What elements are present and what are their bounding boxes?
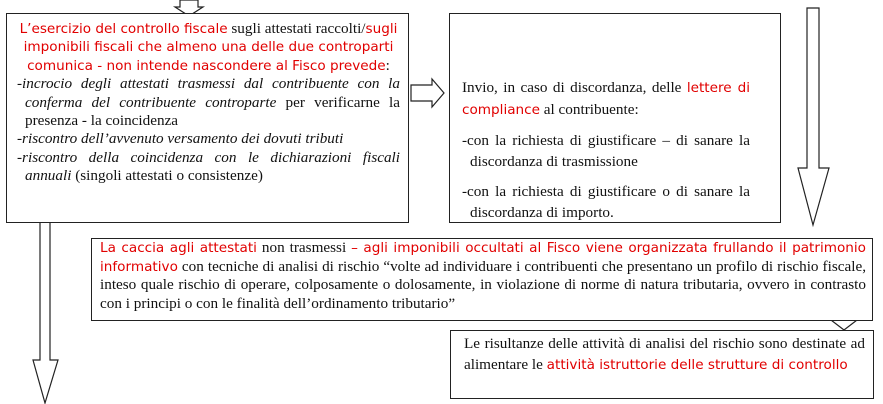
control-item-payment-italic: -riscontro dell’avvenuto versamento dei dovuti tributi (17, 130, 344, 148)
fiscal-control-heading (17, 20, 400, 75)
risk-analysis-box (91, 238, 873, 321)
compliance-intro-plain-1: Invio, in caso di discordanza, delle (462, 79, 687, 96)
audit-activities-text (464, 333, 865, 376)
control-item-crossing-plain: per verificarne la presenza - la coincidenza (25, 93, 400, 130)
risk-analysis-red-2: – agli imponibili occultati al Fisco viene organizzata frullando il patrimonio informativo (100, 240, 866, 275)
fiscal-control-box (6, 13, 409, 223)
heading-red-1: L’esercizio del controllo fiscale (19, 21, 228, 37)
risk-analysis-red-1: La caccia agli attestati (100, 240, 257, 256)
heading-plain-2: : (385, 56, 390, 74)
compliance-intro-red: lettere di compliance (462, 80, 750, 118)
right-side-down-arrow (797, 8, 831, 226)
audit-activities-red: attività istruttorie delle strutture di controllo (546, 357, 848, 373)
compliance-intro-plain-2: al contribuente: (540, 101, 639, 118)
control-item-declarations-plain: (singoli attestati o consistenze) (71, 167, 263, 185)
audit-activities-plain: Le risultanze delle attività di analisi del rischio sono destinate ad alimentare le (464, 335, 865, 373)
risk-analysis-plain-2: con tecniche di analisi di rischio “volte ad individuare i contribuenti che presentano un profilo di rischio fiscale, inteso quale rischio di operare, colposamente o dolosamente, in violazione di norme di natura tributaria, ovvero in contrasto con i principi o con le finalità dell’ordinamento tributario” (100, 257, 866, 313)
audit-activities-box (450, 330, 874, 399)
risk-analysis-text (100, 239, 866, 314)
heading-plain-1: sugli attestati raccolti/ (227, 20, 366, 37)
left-down-arrow (32, 222, 60, 404)
right-arrow (411, 79, 445, 107)
control-item-declarations-italic: -riscontro della coincidenza con le dichiarazioni fiscali annuali (17, 148, 400, 185)
risk-analysis-plain-1: non trasmessi (256, 239, 352, 256)
compliance-intro (462, 77, 750, 121)
control-item-declarations (17, 149, 400, 186)
compliance-item-amount: -con la richiesta di giustificare o di sanare la discordanza di importo. (462, 183, 750, 221)
heading-red-2: sugli imponibili fiscali che almeno una delle due controparti comunica - non intende nascondere al Fisco prevede (23, 21, 398, 74)
control-item-payment (17, 130, 400, 148)
compliance-item-transmission: -con la richiesta di giustificare – di sanare la discordanza di trasmissione (462, 132, 750, 170)
compliance-letters-box (449, 13, 781, 223)
control-item-crossing-italic: -incrocio degli attestati trasmessi dal contribuente con la conferma del contribuente controparte (17, 75, 400, 111)
control-item-crossing (17, 75, 400, 130)
